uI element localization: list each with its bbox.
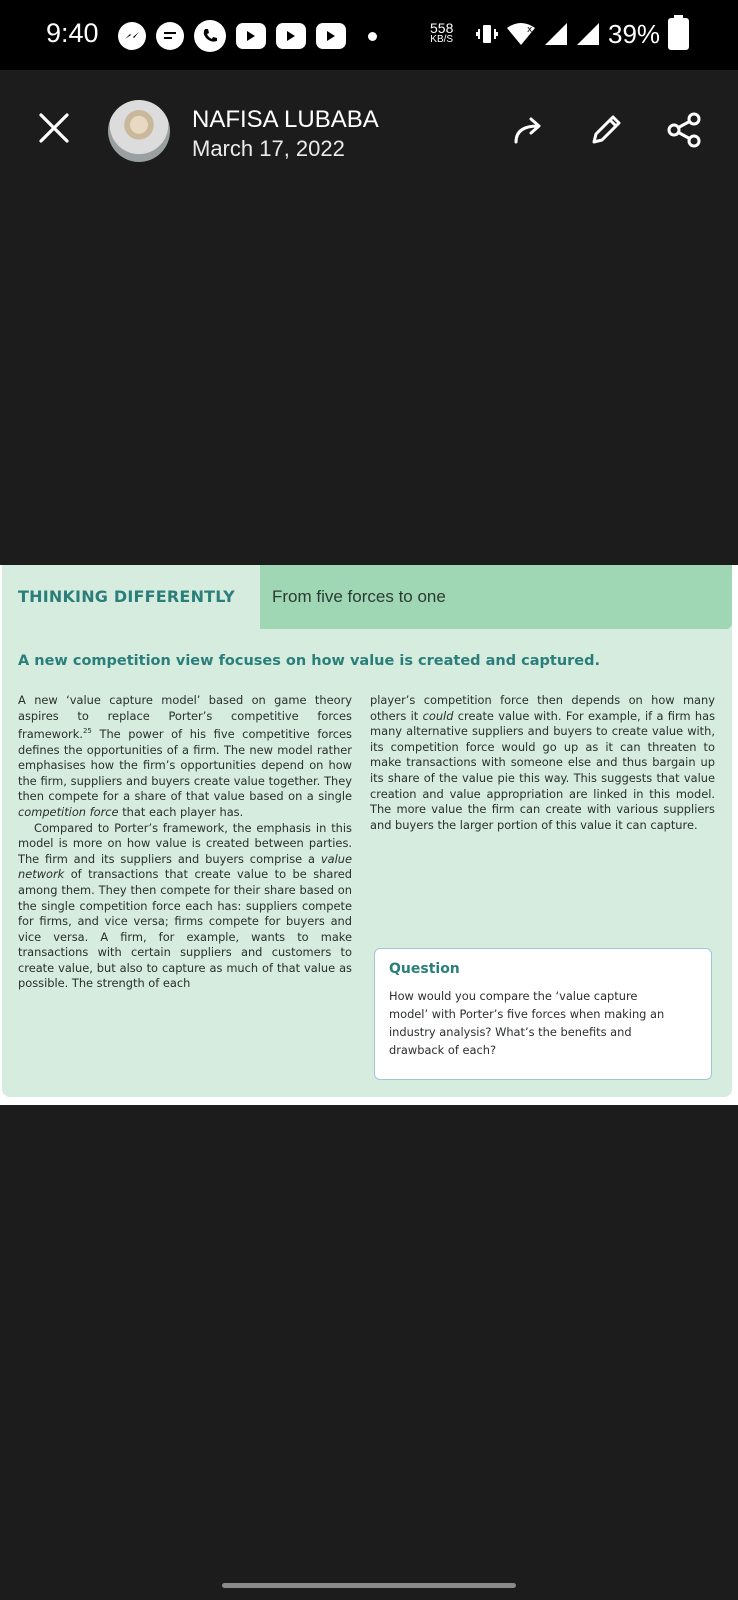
speed-unit: KB/S xyxy=(430,34,454,45)
notification-icons xyxy=(118,20,377,52)
messenger-icon xyxy=(118,22,146,50)
left-column xyxy=(18,693,352,992)
status-time: 9:40 xyxy=(46,18,99,48)
post-date: March 17, 2022 xyxy=(192,136,345,161)
battery-icon xyxy=(668,18,689,50)
question-box xyxy=(374,948,712,1080)
forward-icon[interactable] xyxy=(510,110,550,150)
youtube-icon xyxy=(276,23,306,49)
paragraph-2: Compared to Porter’s framework, the emphasis in this model is more on how value is created between parties. The firm and its suppliers and buyers comprise a value network of transactions that create value to be shared among them. They then compete for their share based on the single competition force each has: suppliers compete for firms, and vice versa; firms compete for buyers and vice versa. A firm, for example, wants to make transactions with certain suppliers and customers to create value, but also to capture as much of that value as possible. The strength of each xyxy=(18,820,352,991)
document-page xyxy=(2,565,732,1097)
paragraph-3: player’s competition force then depends on how many others it could create value with. For example, if a firm has many alternative suppliers and buyers to create value with, its competition force would go up as it can threaten to make transactions with someone else and thus bargain up its share of the value pie this way. This suggests that value creation and value appropriation are linked in this model. The more value the firm can create with various suppliers and buyers the larger portion of this value it can capture. xyxy=(370,693,716,832)
avatar[interactable] xyxy=(108,100,170,162)
network-speed xyxy=(430,22,453,46)
vibrate-icon xyxy=(476,22,498,46)
paragraph-1: A new ‘value capture model’ based on game theory aspires to replace Porter’s competitive forces framework.$^{25}$ The power of his five competitive forces defines the opportunities of a firm. The new model rather emphasises how the firm’s opportunities depend on how the firm, suppliers and buyers create value together. They then compete for a share of that value based on a single competition force that each player has. xyxy=(18,693,352,819)
wifi-icon xyxy=(506,22,536,46)
edit-icon[interactable] xyxy=(586,110,626,150)
battery-percent: 39% xyxy=(608,18,661,49)
dot-icon xyxy=(368,32,377,41)
home-indicator[interactable] xyxy=(222,1583,516,1588)
chat-icon xyxy=(156,22,184,50)
status-bar xyxy=(0,0,738,70)
phone-icon xyxy=(194,20,226,52)
article-headline: A new competition view focuses on how value is created and captured. xyxy=(18,653,601,669)
question-body: How would you compare the ‘value capture model’ with Porter’s five forces when making an industry analysis? What’s the benefits and drawback of each? xyxy=(389,989,665,1057)
svg-text:x: x xyxy=(527,25,533,35)
signal-icon xyxy=(576,22,600,46)
right-column xyxy=(370,693,715,833)
share-icon[interactable] xyxy=(664,110,704,150)
section-subtitle: From five forces to one xyxy=(272,587,446,606)
system-icons xyxy=(476,18,689,50)
shared-photo[interactable] xyxy=(0,565,738,1105)
close-icon[interactable] xyxy=(36,110,72,146)
youtube-icon xyxy=(316,23,346,49)
section-label: THINKING DIFFERENTLY xyxy=(18,587,235,606)
app-bar xyxy=(0,70,738,190)
youtube-icon xyxy=(236,23,266,49)
speed-value: 558 xyxy=(430,20,454,36)
user-name: NAFISA LUBABA xyxy=(192,106,379,133)
signal-icon xyxy=(544,22,568,46)
question-title: Question xyxy=(389,961,460,977)
